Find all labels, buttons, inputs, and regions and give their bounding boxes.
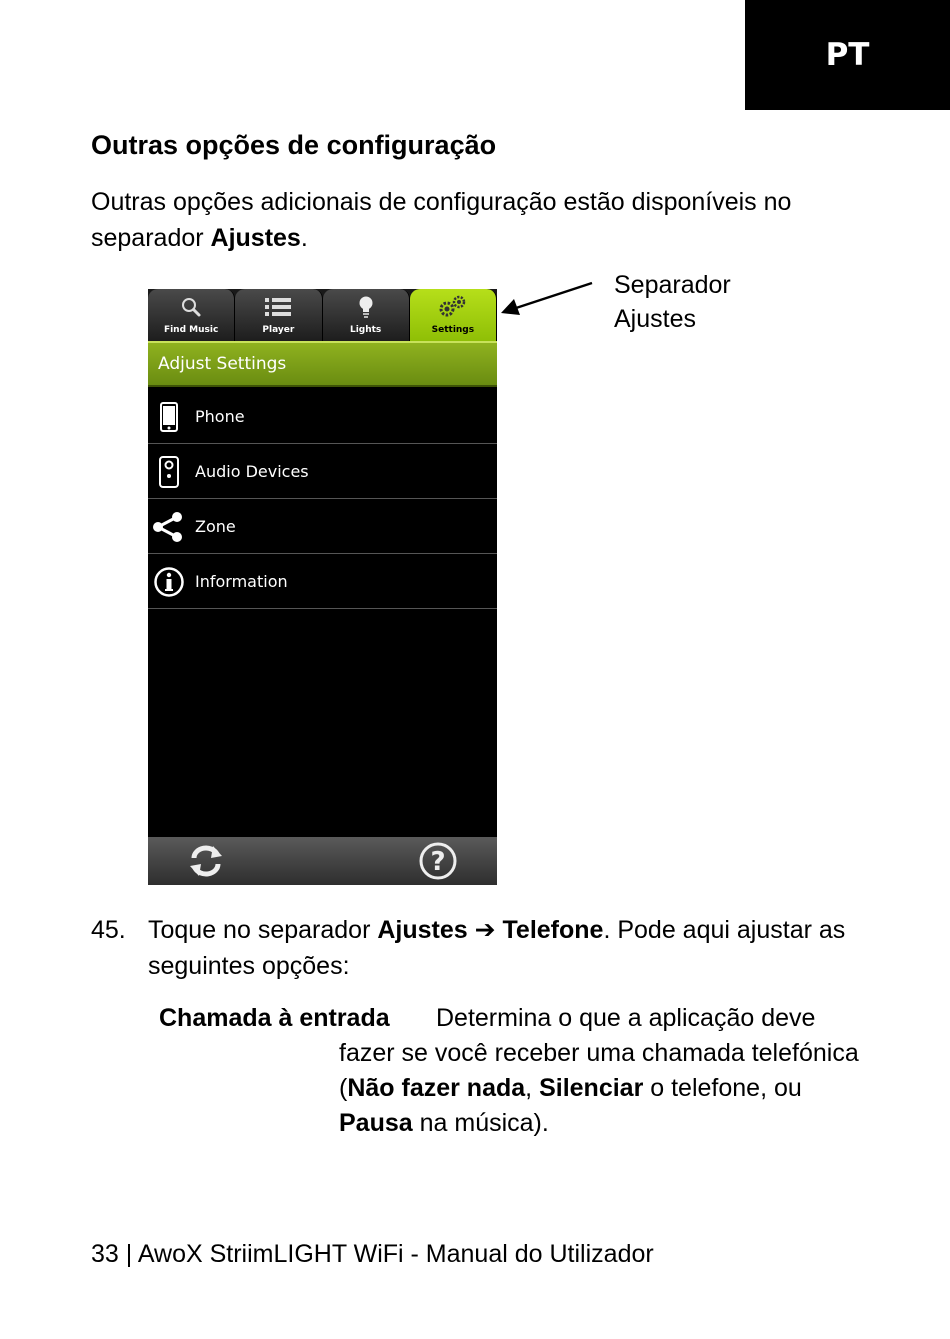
menu-item-information[interactable] xyxy=(148,555,497,609)
language-label: PT xyxy=(825,37,870,73)
phone-icon xyxy=(150,397,188,437)
callout-label xyxy=(614,268,814,336)
info-icon xyxy=(150,562,188,602)
tab-bar xyxy=(148,289,497,341)
definition-bold-c: Pausa xyxy=(339,1109,413,1137)
intro-paragraph xyxy=(91,184,851,256)
definition-desc-b: o telefone, ou xyxy=(643,1074,802,1102)
search-icon xyxy=(148,295,234,319)
definition-bold-b: Silenciar xyxy=(539,1074,644,1102)
language-tab xyxy=(745,0,950,110)
intro-bold: Ajustes xyxy=(210,224,301,252)
tab-player[interactable] xyxy=(235,289,322,341)
intro-end: . xyxy=(300,224,308,252)
list-icon xyxy=(235,295,321,319)
step-text1: Toque no separador xyxy=(148,916,378,944)
intro-text: Outras opções adicionais de configuração estão disponíveis no separador xyxy=(91,188,792,252)
definition-desc-rest xyxy=(339,1036,859,1141)
menu-label: Information xyxy=(195,572,288,591)
definition-bold-a: Não fazer nada xyxy=(347,1074,526,1102)
tab-label: Lights xyxy=(349,325,382,335)
phone-screenshot xyxy=(148,289,497,885)
step-number: 45. xyxy=(91,916,126,944)
tab-lights[interactable] xyxy=(323,289,410,341)
callout-line2: Ajustes xyxy=(614,305,696,333)
menu-item-audio-devices[interactable] xyxy=(148,445,497,499)
bottom-toolbar xyxy=(148,837,497,885)
refresh-icon[interactable] xyxy=(186,843,226,879)
tab-find-music[interactable] xyxy=(148,289,235,341)
callout-arrow xyxy=(498,280,598,320)
step-arrow: ➔ xyxy=(467,916,503,944)
step-45 xyxy=(91,912,861,984)
menu-item-zone[interactable] xyxy=(148,500,497,554)
settings-header: Adjust Settings xyxy=(148,341,497,387)
step-bold2: Telefone xyxy=(502,916,604,944)
definition-desc-first: Determina o que a aplicação deve xyxy=(436,1004,816,1032)
tab-settings[interactable] xyxy=(410,289,497,341)
definition-sep: , xyxy=(525,1074,540,1102)
callout-line1: Separador xyxy=(614,271,731,299)
page-footer: 33 | AwoX StriimLIGHT WiFi - Manual do Utilizador xyxy=(91,1240,654,1268)
lightbulb-icon xyxy=(323,295,409,319)
menu-label: Zone xyxy=(195,517,236,536)
gears-icon xyxy=(410,295,496,319)
definition-term: Chamada à entrada xyxy=(159,1004,390,1032)
tab-label: Settings xyxy=(431,325,475,335)
help-icon[interactable] xyxy=(418,842,458,880)
share-icon xyxy=(150,507,188,547)
step-bold1: Ajustes xyxy=(377,916,468,944)
menu-item-phone[interactable] xyxy=(148,390,497,444)
step-text2: . Pode aqui ajustar as seguintes opções: xyxy=(148,916,846,980)
svg-text:?: ? xyxy=(430,847,446,877)
menu-label: Audio Devices xyxy=(195,462,309,481)
tab-label: Find Music xyxy=(163,325,219,335)
definition-desc-c: na música). xyxy=(412,1109,549,1137)
definition-desc-a: fazer se você receber uma chamada telefónica ( xyxy=(339,1039,859,1102)
section-title: Outras opções de configuração xyxy=(91,130,497,160)
tab-label: Player xyxy=(262,325,295,335)
menu-label: Phone xyxy=(195,407,245,426)
step-text xyxy=(148,912,861,984)
speaker-icon xyxy=(150,452,188,492)
